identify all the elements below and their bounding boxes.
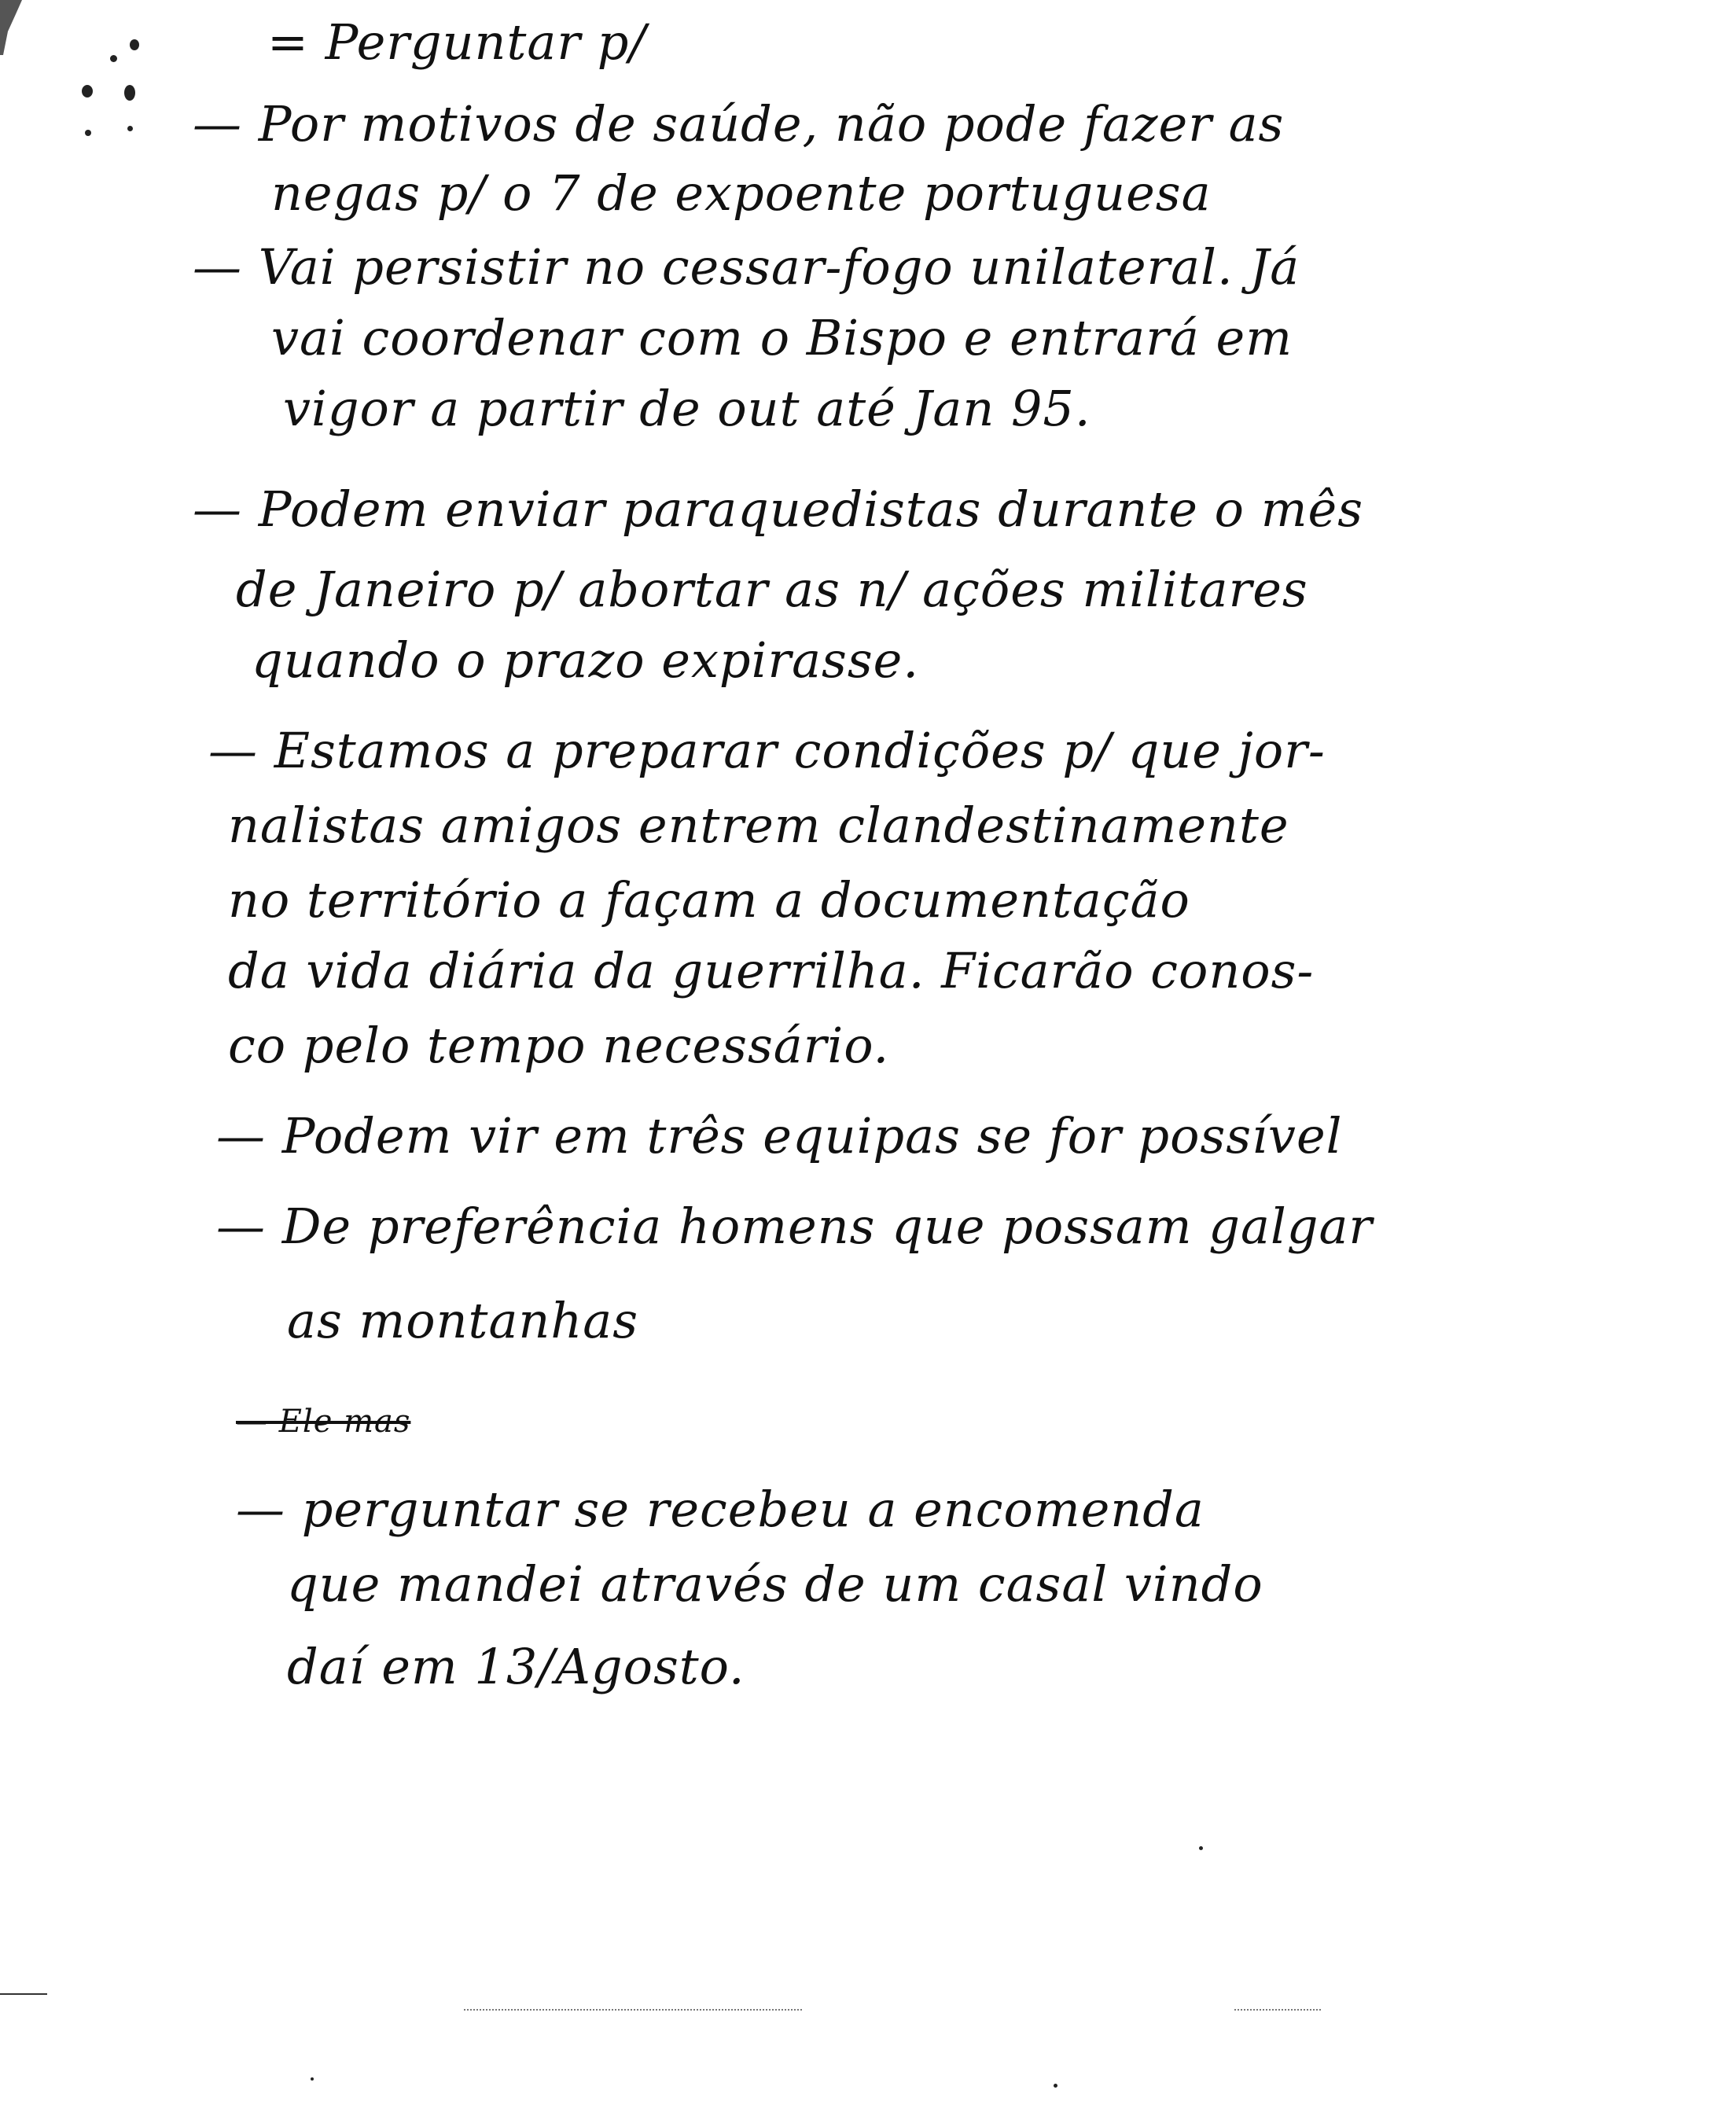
note-line: — Vai persistir no cessar-fogo unilateral. Já: [193, 238, 1300, 296]
ink-speck: [82, 85, 93, 98]
note-line: nalistas amigos entrem clandestinamente: [228, 797, 1289, 854]
note-line: vai coordenar com o Bispo e entrará em: [271, 309, 1293, 366]
ink-speck: [130, 39, 139, 50]
struck-out-note: — Ele mas: [236, 1404, 411, 1440]
note-line: — Podem vir em três equipas se for possível: [216, 1107, 1343, 1165]
ink-speck: [124, 85, 135, 101]
ink-speck: [127, 126, 133, 131]
note-line: daí em 13/Agosto.: [287, 1638, 745, 1695]
note-line: da vida diária da guerrilha. Ficarão conos-: [228, 942, 1315, 999]
scan-artifact-line: [464, 2009, 802, 2011]
note-line: no território a façam a documentação: [228, 871, 1190, 929]
note-line: — perguntar se recebeu a encomenda: [236, 1481, 1205, 1538]
note-line: vigor a partir de out até Jan 95.: [283, 380, 1091, 437]
note-line: — De preferência homens que possam galgar: [216, 1198, 1374, 1255]
scan-artifact-line: [1234, 2009, 1321, 2011]
ink-speck: [110, 55, 117, 62]
note-line: quando o prazo expirasse.: [252, 631, 920, 689]
ink-speck: [311, 2077, 314, 2081]
note-line: co pelo tempo necessário.: [228, 1017, 890, 1074]
ink-speck: [1054, 2084, 1057, 2088]
note-line: — Podem enviar paraquedistas durante o mês: [193, 480, 1364, 538]
ink-speck: [1199, 1846, 1203, 1850]
scan-corner-mark: [0, 0, 31, 55]
note-line: negas p/ o 7 de expoente portuguesa: [271, 164, 1212, 222]
note-line: de Janeiro p/ abortar as n/ ações militares: [236, 561, 1308, 618]
note-line: que mandei através de um casal vindo: [287, 1555, 1263, 1613]
note-line: — Por motivos de saúde, não pode fazer as: [193, 95, 1285, 153]
ink-speck: [85, 130, 91, 136]
note-line: = Perguntar p/: [267, 13, 647, 71]
scan-edge-line: [0, 1993, 47, 1995]
note-line: as montanhas: [287, 1292, 639, 1349]
note-line: — Estamos a preparar condições p/ que jor-: [208, 722, 1326, 779]
